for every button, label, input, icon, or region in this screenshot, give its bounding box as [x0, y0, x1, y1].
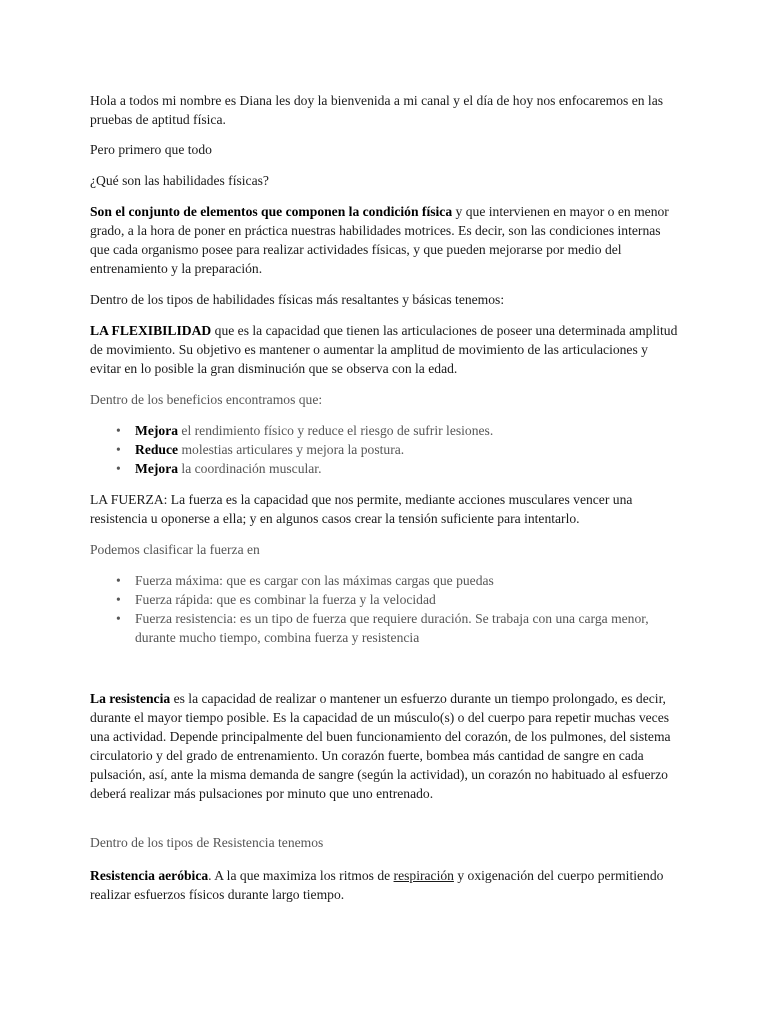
fuerza-paragraph: LA FUERZA: La fuerza es la capacidad que nos permite, mediante acciones musculares vencer una resistencia u oponerse a ella; y en algunos casos crear la tensión suficiente para intentarlo.: [90, 492, 633, 526]
beneficios-intro: Dentro de los beneficios encontramos que:: [90, 392, 323, 407]
list-item: [90, 571, 680, 590]
list-item-text: Fuerza rápida: que es combinar la fuerza y la velocidad: [135, 592, 436, 607]
bullet-icon: •: [116, 573, 121, 588]
bullet-icon: •: [116, 442, 121, 457]
resistencia-tipos-line: Dentro de los tipos de Resistencia tenemos: [90, 835, 324, 850]
tipos-intro: Dentro de los tipos de habilidades físicas más resaltantes y básicas tenemos:: [90, 292, 505, 307]
bullet-icon: •: [116, 611, 121, 626]
aerobica-text-post: y oxigenación del cuerpo permitiendo realizar esfuerzos físicos durante largo tiempo.: [90, 868, 664, 902]
flexibilidad-bold: LA FLEXIBILIDAD: [90, 323, 212, 338]
clasificar-line: Podemos clasificar la fuerza en: [90, 542, 260, 557]
definition-paragraph: [90, 202, 680, 278]
aerobica-paragraph: [90, 866, 680, 904]
definition-bold: Son el conjunto de elementos que componen la condición física: [90, 204, 453, 219]
list-item: [90, 609, 680, 647]
respiracion-link[interactable]: respiración: [393, 868, 454, 883]
resistencia-paragraph: [90, 689, 680, 803]
flexibilidad-text: que es la capacidad que tienen las articulaciones de poseer una determinada amplitud de movimiento. Su objetivo es mantener o aumentar la amplitud de movimiento de las articulaciones y evitar en lo posible la gran disminución que se observa con la edad.: [90, 323, 678, 376]
list-item-text: molestias articulares y mejora la postura.: [178, 442, 405, 457]
fuerza-list: [90, 571, 680, 647]
list-item-bold: Mejora: [135, 423, 179, 438]
aerobica-bold: Resistencia aeróbica: [90, 868, 209, 883]
list-item-text: Fuerza resistencia: es un tipo de fuerza que requiere duración. Se trabaja con una carga menor, durante mucho tiempo, combina fuerza y resistencia: [135, 611, 649, 645]
list-item: [90, 440, 680, 459]
list-item: [90, 421, 680, 440]
resistencia-bold: La resistencia: [90, 691, 171, 706]
list-item: [90, 590, 680, 609]
bullet-icon: •: [116, 461, 121, 476]
flexibilidad-paragraph: [90, 321, 680, 378]
intro-paragraph: Hola a todos mi nombre es Diana les doy la bienvenida a mi canal y el día de hoy nos enfocaremos en las pruebas de aptitud física.: [90, 93, 664, 127]
list-item-text: Fuerza máxima: que es cargar con las máximas cargas que puedas: [135, 573, 494, 588]
pero-line: Pero primero que todo: [90, 142, 212, 157]
bullet-icon: •: [116, 423, 121, 438]
list-item-text: el rendimiento físico y reduce el riesgo de sufrir lesiones.: [178, 423, 494, 438]
bullet-icon: •: [116, 592, 121, 607]
aerobica-text-pre: . A la que maximiza los ritmos de: [208, 868, 394, 883]
list-item-text: la coordinación muscular.: [178, 461, 322, 476]
resistencia-text: es la capacidad de realizar o mantener un esfuerzo durante un tiempo prolongado, es decir, durante el mayor tiempo posible. Es la capacidad de un músculo(s) o del cuerpo para repetir muchas veces una actividad. Depende principalmente del buen funcionamiento del corazón, de los pulmones, del sistema circulatorio y del grado de entrenamiento. Un corazón fuerte, bombea más cantidad de sangre en cada pulsación, así, ante la misma demanda de sangre (según la actividad), un corazón no habituado al esfuerzo deberá realizar más pulsaciones por minuto que uno entrenado.: [90, 691, 671, 801]
blank-line: [90, 659, 680, 689]
list-item-bold: Reduce: [135, 442, 179, 457]
question-line: ¿Qué son las habilidades físicas?: [90, 173, 269, 188]
beneficios-list: [90, 421, 680, 478]
list-item: [90, 459, 680, 478]
list-item-bold: Mejora: [135, 461, 179, 476]
definition-text: y que intervienen en mayor o en menor grado, a la hora de poner en práctica nuestras habilidades motrices. Es decir, son las condiciones internas que cada organismo posee para realizar actividades físicas, y que pueden mejorarse por medio del entrenamiento y la preparación.: [90, 204, 669, 276]
